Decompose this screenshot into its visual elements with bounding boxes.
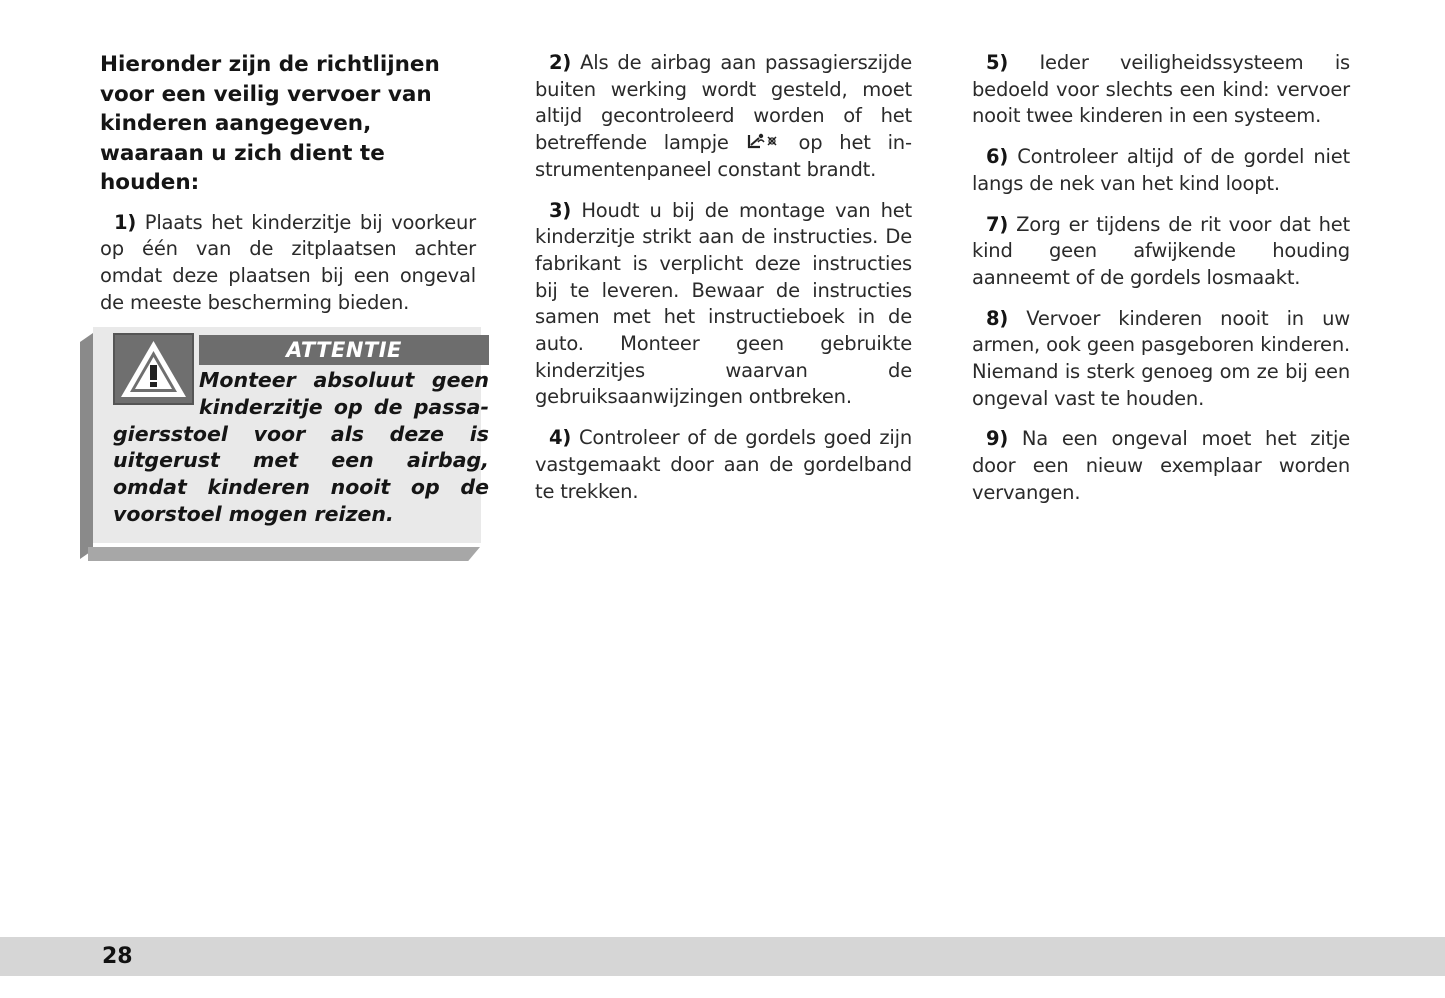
warning-title: ATTENTIE: [199, 335, 489, 365]
item-number: 5): [986, 51, 1009, 74]
item-number: 6): [986, 145, 1009, 169]
item-number: 8): [986, 306, 1009, 330]
item-text: Controleer of de gordels goed zijn vastgemaakt door aan de gordelband te trekken.: [535, 426, 913, 503]
list-item: [972, 306, 1350, 413]
item-text: Na een ongeval moet het zitje door een nieuw exemplaar worden vervangen.: [972, 427, 1350, 504]
item-text: Controleer altijd of de gordel niet langs de nek van het kind loopt.: [972, 145, 1350, 195]
item-number: 9): [986, 427, 1009, 451]
page-footer: [0, 937, 1445, 976]
page-number: 28: [102, 944, 133, 969]
list-item: [535, 50, 912, 184]
list-item: [535, 425, 912, 505]
item-text: Als de airbag aan passagierszijde buiten werking wordt gesteld, moet altijd gecontroleerd worden of het betreffende lampje: [535, 51, 912, 155]
list-item: [972, 144, 1350, 197]
warning-box: [80, 327, 489, 559]
list-item: [972, 50, 1350, 130]
item-text: Houdt u bij de montage van het kinderzitje strikt aan de instructies. De fabrikant is verplicht deze instructies bij te leveren. Bewaar de instructies samen met het instructieboek in de auto. Monteer geen gebruikte kinderzitjes waarvan de gebruiksaanwijzingen ontbreken.: [535, 198, 912, 409]
list-item: [535, 198, 912, 412]
item-text: Plaats het kinderzitje bij voorkeur op één van de zitplaatsen achter omdat deze plaatsen bij een ongeval de meeste bescherming bieden.: [100, 210, 476, 314]
list-item: [972, 212, 1350, 292]
list-item: [100, 210, 476, 317]
item-number: 3): [549, 198, 572, 222]
item-number: 7): [986, 212, 1009, 236]
warning-box-shadow-side: [80, 333, 93, 559]
item-text-continued: op het instrumentenpaneel constant brandt.: [535, 131, 913, 181]
warning-text: Monteer absoluut geen kinderzitje op de passagiersstoel voor als deze is uitgerust met een airbag, omdat kinderen nooit op de voorstoel mogen reizen.: [113, 368, 489, 526]
item-text: Vervoer kinderen nooit in uw armen, ook geen pasgeboren kinderen. Niemand is sterk genoeg om ze bij een ongeval vast te houden.: [972, 306, 1350, 410]
warning-box-shadow-bottom: [88, 547, 480, 561]
column-1: [100, 50, 476, 330]
item-number: 2): [549, 51, 572, 74]
list-item: [972, 426, 1350, 506]
column-2: [535, 50, 912, 519]
item-number: 4): [549, 426, 572, 450]
item-number: 1): [114, 210, 137, 234]
intro-heading: Hieronder zijn de richtlijnen voor een veilig vervoer van kinderen aangegeven, waaraan u zich dient te houden:: [100, 52, 440, 195]
item-text: Zorg er tijdens de rit voor dat het kind geen afwijkende houding aanneemt of de gordels losmaakt.: [972, 212, 1351, 289]
airbag-off-lamp-icon: [746, 132, 782, 150]
warning-panel: [93, 327, 489, 543]
item-text: Ieder veiligheidssysteem is bedoeld voor slechts een kind: vervoer nooit twee kinderen in een systeem.: [972, 51, 1350, 128]
column-3: [972, 50, 1350, 521]
